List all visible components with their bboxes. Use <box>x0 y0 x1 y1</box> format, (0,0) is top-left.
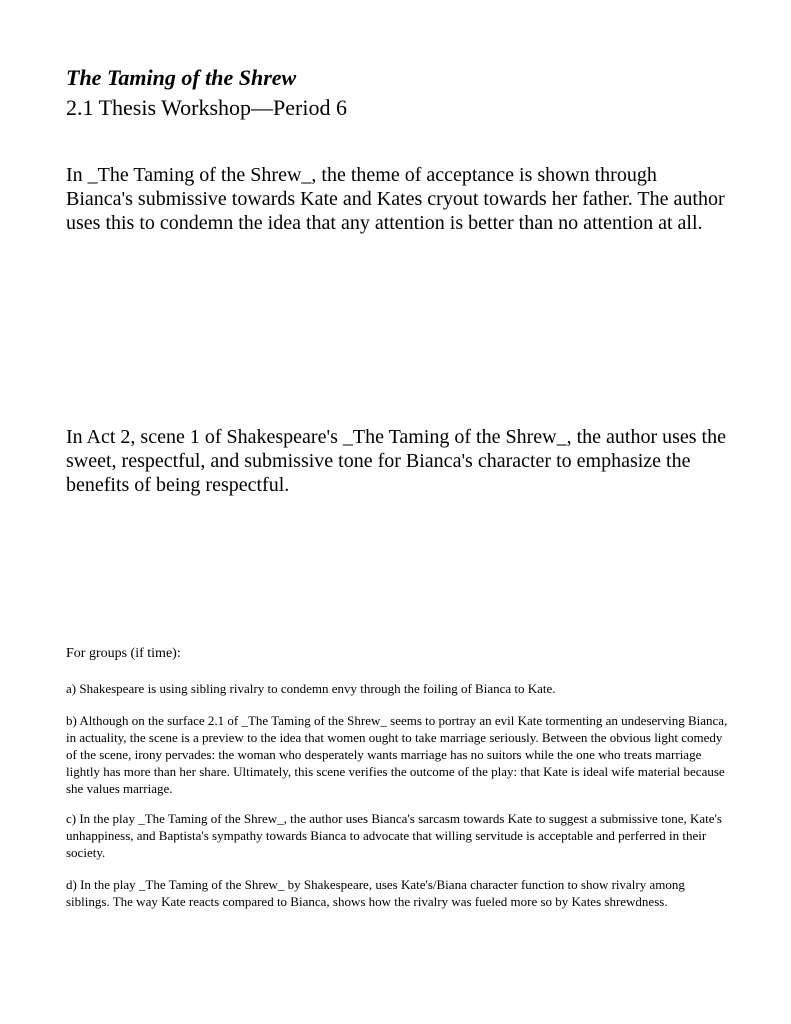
group-item-a: a) Shakespeare is using sibling rivalry to condemn envy through the foiling of Bianca to Kate. <box>66 681 556 696</box>
thesis-paragraph-1: In _The Taming of the Shrew_, the theme of acceptance is shown through Bianca's submissive towards Kate and Kates cryout towards her father. The author uses this to condemn the idea that any attention is better than no attention at all. <box>66 164 725 234</box>
groups-heading: For groups (if time): <box>66 646 181 661</box>
group-item-d: d) In the play _The Taming of the Shrew_ by Shakespeare, uses Kate's/Biana character function to show rivalry among siblings. The way Kate reacts compared to Bianca, shows how the rivalry was fueled more so by Kates shrewdness. <box>66 877 685 909</box>
document-subtitle: 2.1 Thesis Workshop—Period 6 <box>66 95 347 120</box>
group-item-b: b) Although on the surface 2.1 of _The Taming of the Shrew_ seems to portray an evil Kate tormenting an undeserving Bianca, in actuality, the scene is a preview to the idea that women ought to take marriage seriously. Between the obvious light comedy of the scene, irony pervades: the woman who desperately wants marriage has no suitors while the one who treats marriage lightly has more than her share. Ultimately, this scene verifies the outcome of the play: that Kate is ideal wife material because she values marriage. <box>66 713 728 796</box>
group-item-c: c) In the play _The Taming of the Shrew_, the author uses Bianca's sarcasm towards Kate to suggest a submissive tone, Kate's unhappiness, and Baptista's sympathy towards Bianca to advocate that willing servitude is acceptable and perferred in their society. <box>66 811 722 860</box>
document-title: The Taming of the Shrew <box>66 65 297 90</box>
thesis-paragraph-2: In Act 2, scene 1 of Shakespeare's _The Taming of the Shrew_, the author uses the sweet, respectful, and submissive tone for Bianca's character to emphasize the benefits of being respectful. <box>66 426 726 496</box>
